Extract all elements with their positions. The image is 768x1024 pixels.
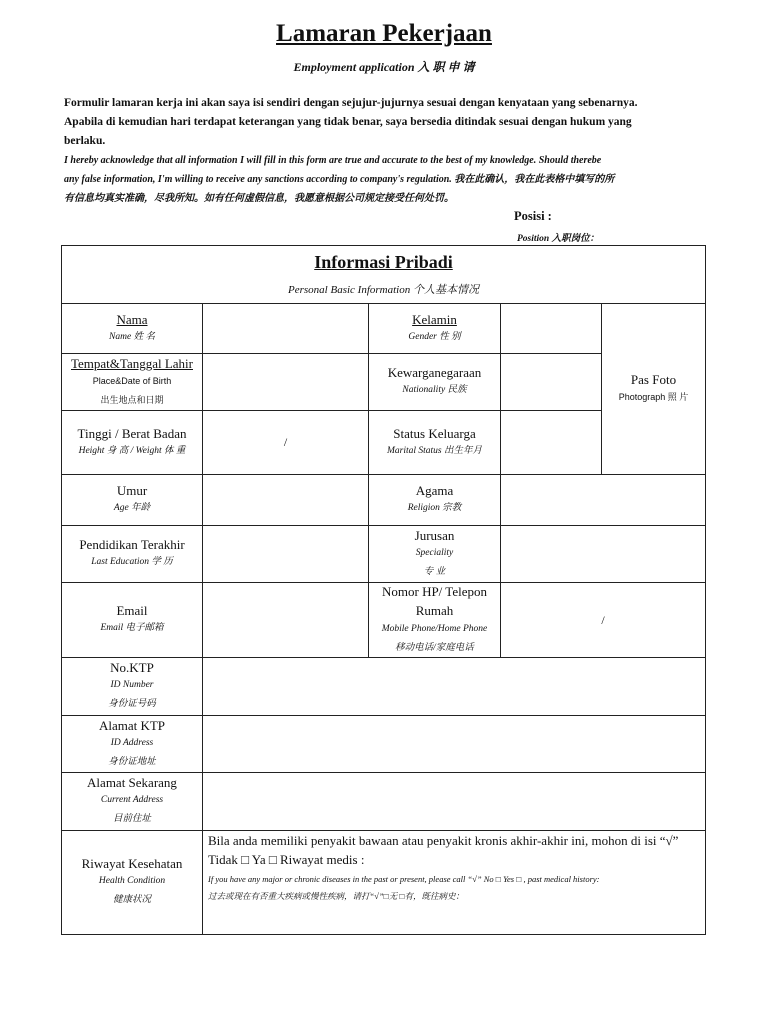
age-field[interactable]: [203, 475, 368, 525]
nationality-sublabel: Nationality 民族: [402, 385, 467, 395]
health-instruction-en: If you have any major or chronic diseases in the past or present, please call “√” No □ Yes □ , past medical history:: [208, 874, 600, 884]
current-address-label-cell: [62, 773, 202, 830]
gender-sublabel: Gender 性 别: [408, 331, 461, 342]
ktp-field[interactable]: [203, 658, 705, 715]
religion-field[interactable]: [501, 475, 705, 525]
intro-statement-id: [64, 94, 664, 151]
age-label-cell: [62, 475, 202, 525]
major-label: Jurusan: [414, 527, 455, 543]
position-sublabel: Position 入职岗位：: [517, 234, 600, 244]
ktp-address-label: Alamat KTP: [98, 717, 166, 733]
ktp-sublabel-cn: 身份证号码: [108, 699, 156, 709]
ktp-address-field[interactable]: [203, 716, 705, 772]
phone-label: Nomor HP/ Telepon: [381, 584, 487, 599]
email-sublabel: Email 电子邮箱: [100, 623, 164, 633]
height-weight-field[interactable]: [203, 411, 368, 474]
ktp-label-cell: [62, 658, 202, 715]
religion-label: Agama: [415, 483, 454, 498]
current-address-label: Alamat Sekarang: [87, 775, 177, 790]
education-label-cell: [62, 526, 202, 582]
birth-sublabel-cn: 出生地点和日期: [100, 394, 164, 405]
health-options[interactable]: Tidak □ Ya □ Riwayat medis :: [208, 852, 365, 867]
nationality-field[interactable]: [501, 354, 601, 410]
name-label: Nama: [116, 311, 148, 327]
religion-sublabel: Religion 宗教: [407, 503, 462, 513]
ktp-address-label-cell: [62, 716, 202, 772]
section-subtitle: Personal Basic Information 个人基本情况: [288, 284, 479, 296]
intro-en-line: I hereby acknowledge that all information I will fill in this form are true and accurate to the best of my knowledge. Should therebe: [64, 155, 602, 166]
health-field[interactable]: [208, 831, 703, 903]
education-field[interactable]: [203, 526, 368, 582]
religion-label-cell: [369, 475, 500, 525]
education-sublabel: Last Education 学 历: [91, 557, 173, 567]
height-weight-separator: /: [283, 435, 288, 449]
height-weight-label-cell: [62, 411, 202, 474]
name-sublabel: Name 姓 名: [109, 331, 155, 342]
phone-separator: /: [601, 612, 605, 627]
current-address-sublabel: Current Address: [100, 795, 164, 805]
health-instruction-cn: 过去或现在有否重大疾病或慢性疾病，请打“√”□无 □有，既往病史：: [208, 891, 465, 901]
intro-statement-en: [64, 151, 664, 208]
phone-sublabel: Mobile Phone/Home Phone: [381, 624, 488, 634]
marital-label: Status Keluarga: [393, 425, 476, 441]
photo-label: Pas Foto: [630, 372, 677, 387]
major-sublabel-cn: 专 业: [423, 566, 446, 577]
height-weight-label: Tinggi / Berat Badan: [77, 425, 187, 441]
nationality-label: Kewarganegaraan: [387, 365, 482, 380]
gender-label: Kelamin: [412, 311, 457, 327]
position-label: Posisi :: [514, 209, 552, 223]
intro-id-line: Formulir lamaran kerja ini akan saya isi sendiri dengan sejujur-jujurnya sesuai dengan kenyataan yang sebenarnya.: [64, 97, 638, 109]
major-field[interactable]: [501, 526, 705, 582]
phone-sublabel-cn: 移动电话/家庭电话: [395, 643, 474, 653]
phone-label-cell: [369, 583, 500, 657]
photo-box[interactable]: [602, 304, 705, 474]
ktp-address-sublabel-cn: 身份证地址: [108, 756, 156, 767]
gender-field[interactable]: [501, 304, 601, 353]
intro-en-line: any false information, I'm willing to receive any sanctions according to company's regulation. 我在此确认，我在此表格中填写的所: [64, 174, 615, 185]
education-label: Pendidikan Terakhir: [79, 537, 185, 552]
major-sublabel: Speciality: [415, 547, 454, 558]
health-sublabel: Health Condition: [98, 876, 166, 886]
age-label: Umur: [116, 483, 148, 498]
email-field[interactable]: [203, 583, 368, 657]
gender-label-cell: [369, 304, 500, 353]
name-field[interactable]: [203, 304, 368, 353]
health-sublabel-cn: 健康状况: [112, 895, 151, 905]
marital-field[interactable]: [501, 411, 601, 474]
age-sublabel: Age 年龄: [113, 503, 151, 513]
intro-id-line: berlaku.: [64, 135, 106, 147]
birth-label: Tempat&Tanggal Lahir: [71, 355, 193, 371]
birth-label-cell: [62, 354, 202, 410]
page-subtitle: Employment application 入 职 申 请: [293, 60, 475, 74]
photo-sublabel: Photograph 照 片: [618, 392, 689, 402]
ktp-label: No.KTP: [110, 660, 154, 675]
health-label-cell: [62, 831, 202, 934]
birth-field[interactable]: [203, 354, 368, 410]
intro-en-line: 有信息均真实准确，尽我所知。如有任何虚假信息，我愿意根据公司规定接受任何处罚。: [64, 193, 454, 204]
page-title: Lamaran Pekerjaan: [276, 20, 492, 47]
health-instruction: Bila anda memiliki penyakit bawaan atau penyakit kronis akhir-akhir ini, mohon di isi “√”: [208, 833, 679, 848]
current-address-sublabel-cn: 目前住址: [112, 814, 151, 824]
marital-label-cell: [369, 411, 500, 474]
ktp-address-sublabel: ID Address: [110, 737, 154, 748]
intro-id-line: Apabila di kemudian hari terdapat keterangan yang tidak benar, saya bersedia ditindak sesuai dengan hukum yang: [64, 116, 632, 128]
current-address-field[interactable]: [203, 773, 705, 830]
phone-field[interactable]: [501, 583, 705, 657]
email-label: Email: [116, 603, 148, 618]
name-label-cell: [62, 304, 202, 353]
section-title: Informasi Pribadi: [314, 252, 453, 272]
marital-sublabel: Marital Status 出生年月: [386, 445, 482, 456]
birth-sublabel: Place&Date of Birth: [92, 375, 172, 386]
phone-label-2: Rumah: [415, 603, 454, 618]
major-label-cell: [369, 526, 500, 582]
health-label: Riwayat Kesehatan: [81, 856, 183, 871]
section-header: [62, 246, 705, 303]
email-label-cell: [62, 583, 202, 657]
height-weight-sublabel: Height 身 高 / Weight 体 重: [78, 445, 186, 456]
nationality-label-cell: [369, 354, 500, 410]
ktp-sublabel: ID Number: [110, 680, 154, 690]
